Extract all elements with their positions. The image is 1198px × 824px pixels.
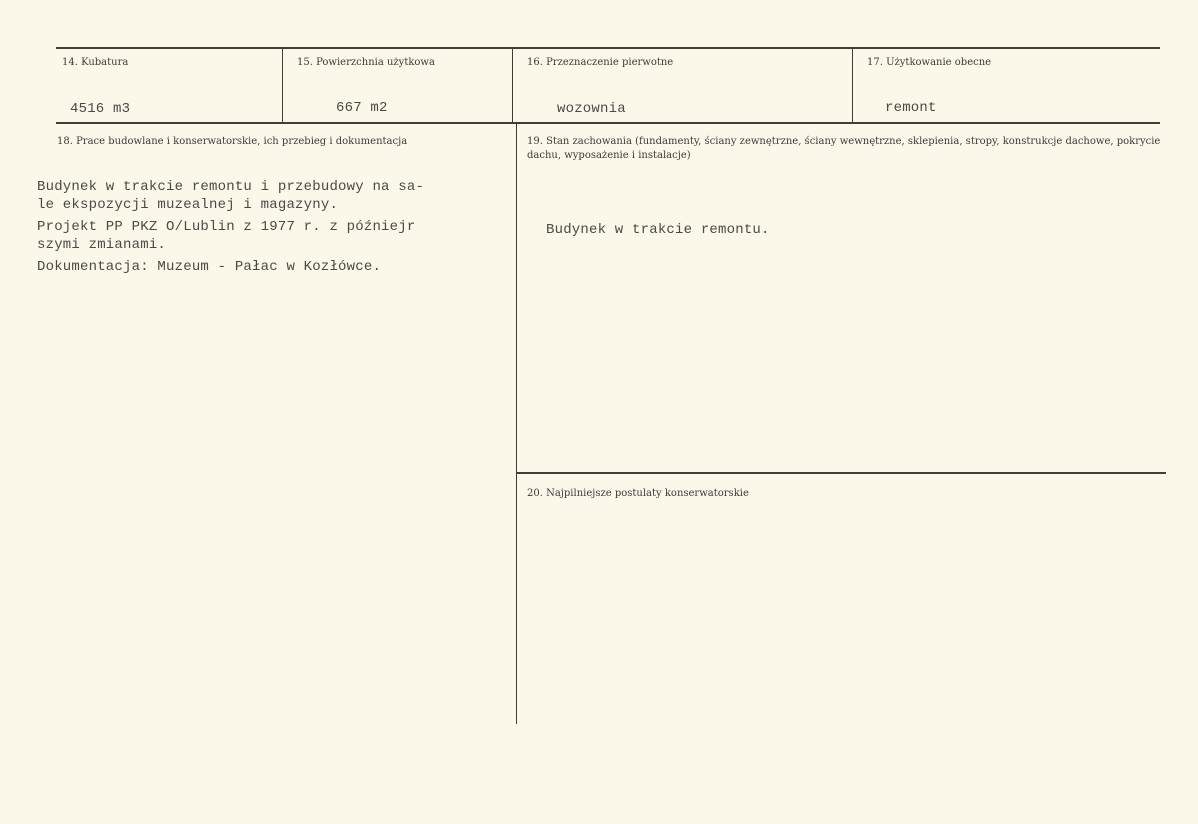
field-18-line-1: Budynek w trakcie remontu i przebudowy na sa- <box>37 179 425 195</box>
field-16-label: 16. Przeznaczenie pierwotne <box>527 57 674 68</box>
field-14-value: 4516 m3 <box>70 101 131 117</box>
field-17-value: remont <box>885 100 937 116</box>
field-15-value: 667 m2 <box>336 100 388 116</box>
field-14-label: 14. Kubatura <box>62 57 129 68</box>
divider-18-19 <box>516 124 517 724</box>
divider-19-20 <box>517 472 1166 474</box>
field-16-value: wozownia <box>557 101 626 117</box>
field-17-label: 17. Użytkowanie obecne <box>867 57 992 68</box>
field-18-line-4: szymi zmianami. <box>37 237 167 253</box>
field-20-label: 20. Najpilniejsze postulaty konserwatorskie <box>527 488 749 499</box>
field-15-label: 15. Powierzchnia użytkowa <box>297 57 435 68</box>
field-18-line-5: Dokumentacja: Muzeum - Pałac w Kozłówce. <box>37 259 382 275</box>
field-18-label: 18. Prace budowlane i konserwatorskie, ich przebieg i dokumentacja <box>57 136 408 147</box>
divider-15-16 <box>512 49 513 122</box>
divider-16-17 <box>852 49 853 122</box>
field-18-line-3: Projekt PP PKZ O/Lublin z 1977 r. z późniejr <box>37 219 416 235</box>
field-19-value: Budynek w trakcie remontu. <box>546 222 770 238</box>
field-19-label: 19. Stan zachowania (fundamenty, ściany zewnętrzne, ściany wewnętrzne, sklepienia, stropy, konstrukcje dachowe, pokrycie dachu, wyposażenie i instalacje) <box>527 136 1161 161</box>
field-18-line-2: le ekspozycji muzealnej i magazyny. <box>37 197 339 213</box>
top-border <box>56 47 1160 49</box>
divider-14-15 <box>282 49 283 122</box>
row1-bottom-border <box>56 122 1160 124</box>
field-18-value <box>37 178 497 276</box>
